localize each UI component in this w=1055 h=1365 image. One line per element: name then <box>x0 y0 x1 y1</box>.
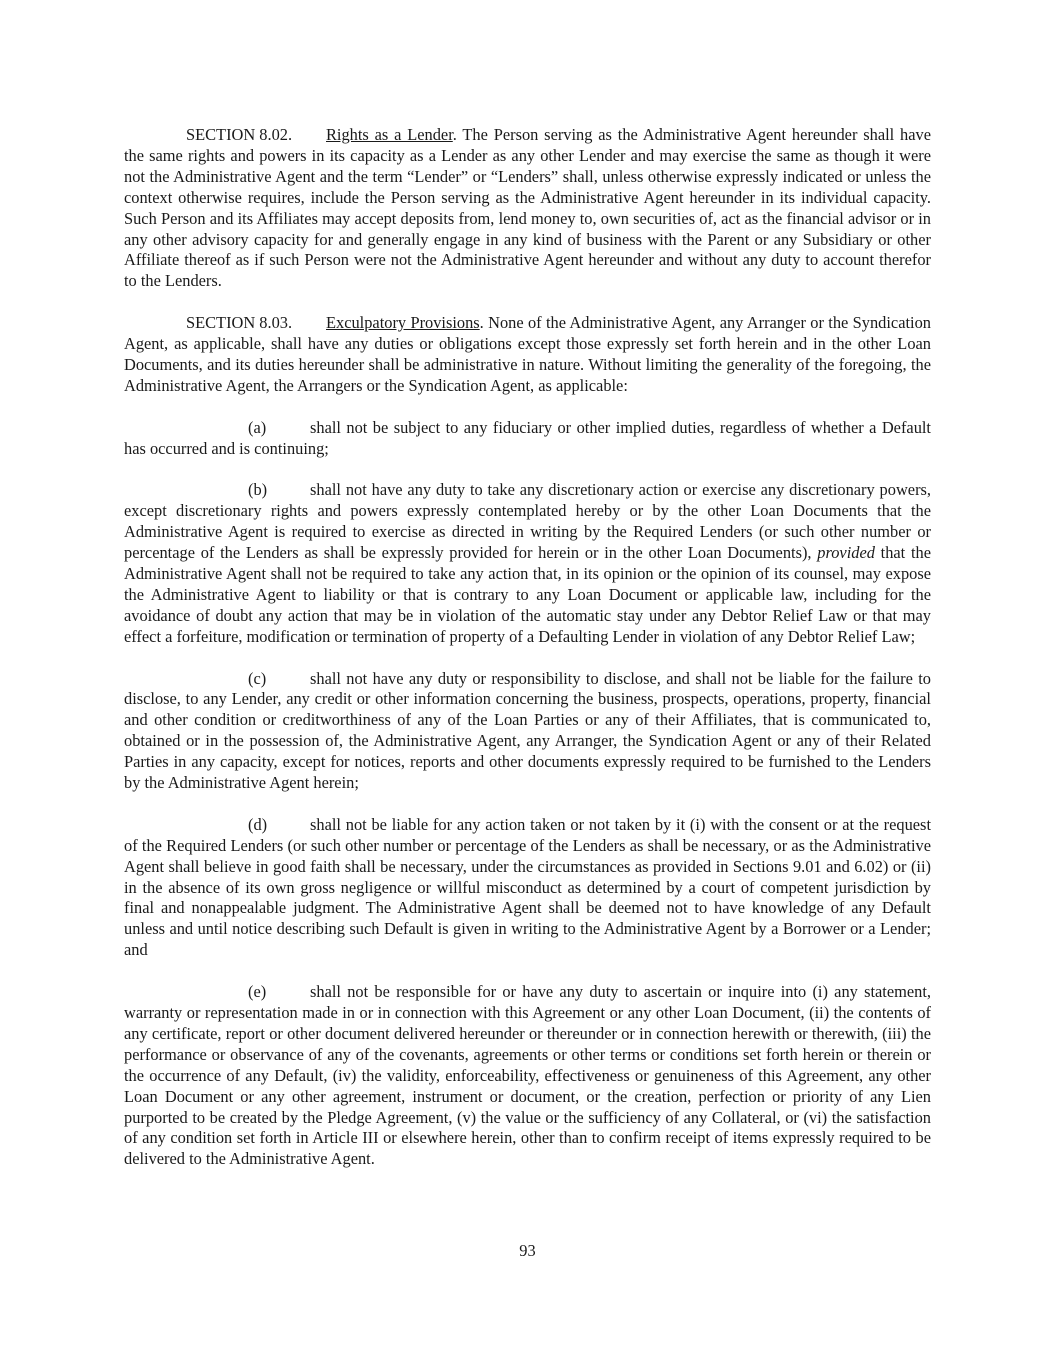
document-body <box>124 125 931 1170</box>
clause-text-continued: that the Administrative Agent shall not be required to take any action that, in its opinion or the opinion of its counsel, may expose the Administrative Agent to liability or that is contrary to any Loan Document or applicable law, including for the avoidance of doubt any action that may be in violation of the automatic stay under any Debtor Relief Law or that may effect a forfeiture, modification or termination of property of a Defaulting Lender in violation of any Debtor Relief Law; <box>124 543 931 646</box>
section-title: Exculpatory Provisions <box>326 313 480 333</box>
section-number: SECTION 8.02. <box>186 125 293 144</box>
clause-d <box>124 815 931 961</box>
clause-b <box>124 480 931 647</box>
clause-text: shall not have any duty to take any discretionary action or exercise any discretionary powers, except discretionary rights and powers expressly contemplated hereby or by the other Loan Documents that the Administrative Agent is required to exercise as directed in writing by the Required Lenders (or such other number or percentage of the Lenders as shall be expressly provided for herein or in the other Loan Documents), <box>124 480 931 563</box>
clause-text: shall not be responsible for or have any duty to ascertain or inquire into (i) any statement, warranty or representation made in or in connection with this Agreement or any other Loan Document, (ii) the contents of any certificate, report or other document delivered hereunder or thereunder or in connection herewith or therewith, (iii) the performance or observance of any of the covenants, agreements or other terms or conditions set forth herein or therein or the occurrence of any Default, (iv) the validity, enforceability, effectiveness or genuineness of this Agreement, any other Loan Document or any other agreement, instrument or document, or the creation, perfection or priority of any Lien purported to be created by the Pledge Agreement, (v) the value or the sufficiency of any Collateral, or (vi) the satisfaction of any condition set forth in Article III or elsewhere herein, other than to confirm receipt of items expressly required to be delivered to the Administrative Agent. <box>124 982 931 1169</box>
clause-label: (d) <box>248 814 268 834</box>
clause-label: (e) <box>248 982 267 1002</box>
paragraph-gap <box>124 961 931 982</box>
clause-label: (b) <box>248 480 268 500</box>
section-text: . None of the Administrative Agent, any Arranger or the Syndication Agent, as applicable, shall have any duties or obligations except those expressly set forth herein and in the other Loan Documents, and its duties hereunder shall be administrative in nature. Without limiting the generality of the foregoing, the Administrative Agent, the Arrangers or the Syndication Agent, as applicable: <box>124 313 931 395</box>
clause-emphasis: provided <box>817 543 875 563</box>
section-title: Rights as a Lender <box>326 125 453 144</box>
paragraph-gap <box>124 648 931 669</box>
clause-text: shall not be subject to any fiduciary or other implied duties, regardless of whether a Default has occurred and is continuing; <box>124 417 931 458</box>
section-number: SECTION 8.03. <box>186 313 293 333</box>
clause-label: (c) <box>248 668 267 688</box>
clause-c <box>124 669 931 794</box>
clause-e <box>124 982 931 1170</box>
paragraph-gap <box>124 292 931 313</box>
paragraph-gap <box>124 459 931 480</box>
paragraph-gap <box>124 397 931 418</box>
paragraph-gap <box>124 794 931 815</box>
section-text: . The Person serving as the Administrative Agent hereunder shall have the same rights and powers in its capacity as a Lender as any other Lender and may exercise the same as though it were not the Administrative Agent and the term “Lender” or “Lenders” shall, unless otherwise expressly indicated or unless the context otherwise requires, include the Person serving as the Administrative Agent hereunder in its individual capacity. Such Person and its Affiliates may accept deposits from, lend money to, own securities of, act as the financial advisor or in any other advisory capacity for and generally engage in any kind of business with the Parent or any Subsidiary or other Affiliate thereof as if such Person were not the Administrative Agent hereunder and without any duty to account therefor to the Lenders. <box>124 125 931 291</box>
section-8-02 <box>124 125 931 292</box>
clause-label: (a) <box>248 417 267 437</box>
page-number: 93 <box>519 1241 536 1260</box>
section-8-03 <box>124 313 931 397</box>
clause-text: shall not be liable for any action taken or not taken by it (i) with the consent or at the request of the Required Lenders (or such other number or percentage of the Lenders as shall be necessary, or as the Administrative Agent shall believe in good faith shall be necessary, under the circumstances as provided in Sections 9.01 and 6.02) or (ii) in the absence of its own gross negligence or willful misconduct as determined by a court of competent jurisdiction by final and nonappealable judgment. The Administrative Agent shall be deemed not to have knowledge of any Default unless and until notice describing such Default is given in writing to the Administrative Agent by a Borrower or a Lender; and <box>124 814 931 960</box>
clause-a <box>124 418 931 460</box>
clause-text: shall not have any duty or responsibility to disclose, and shall not be liable for the failure to disclose, to any Lender, any credit or other information concerning the business, prospects, operations, property, financial and other condition or creditworthiness of any of the Loan Parties or any of their Affiliates, that is communicated to, obtained or in the possession of, the Administrative Agent, any Arranger, the Syndication Agent or any of their Related Parties in any capacity, except for notices, reports and other documents expressly required to be furnished to the Lenders by the Administrative Agent herein; <box>124 668 931 793</box>
